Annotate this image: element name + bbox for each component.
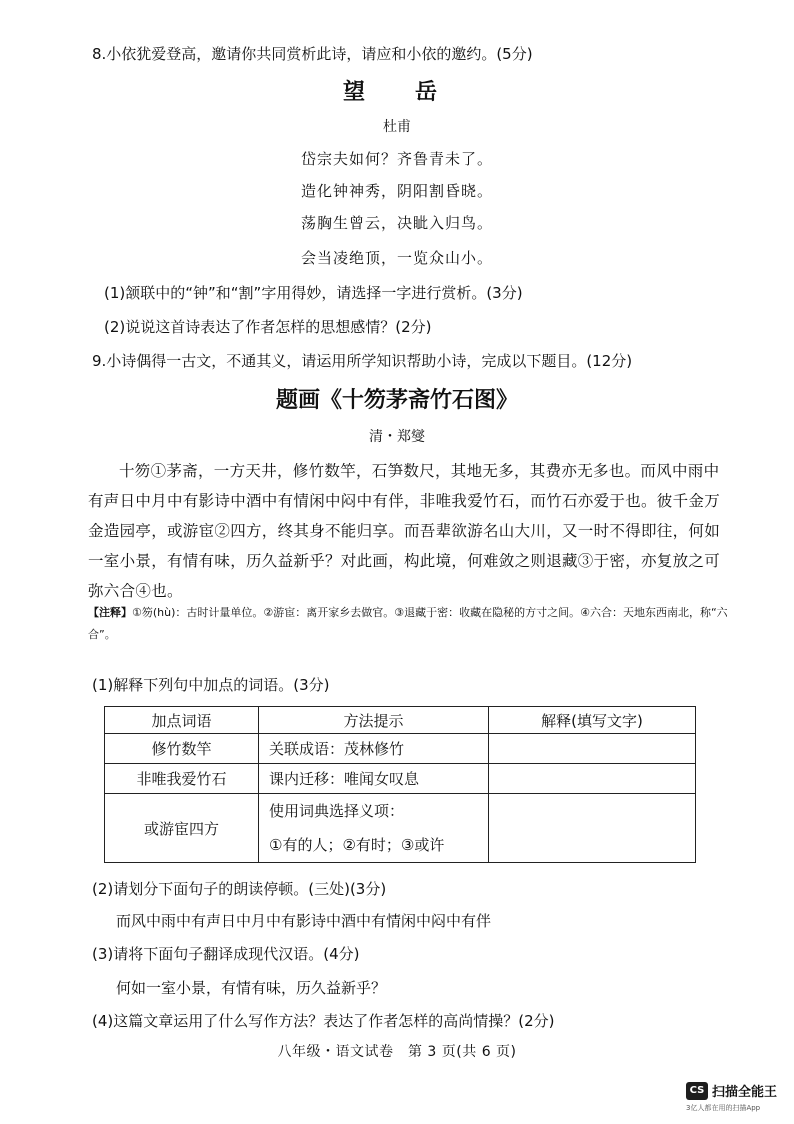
answer-cell[interactable] <box>489 764 696 794</box>
poem-line: 岱宗夫如何？齐鲁青未了。 <box>300 150 493 168</box>
watermark-name: 扫描全能王 <box>712 1085 778 1100</box>
table-cell-hint: 关联成语：茂林修竹 <box>259 734 489 764</box>
table-header: 加点词语 <box>105 707 259 734</box>
table-header: 方法提示 <box>259 707 489 734</box>
vocabulary-table <box>104 706 696 863</box>
table-row <box>105 764 696 794</box>
question-8-prompt: 8.小依犹爱登高，邀请你共同赏析此诗，请应和小依的邀约。(5分) <box>92 45 533 63</box>
hint-options: ①有的人；②有时；③或许 <box>269 836 445 854</box>
table-cell-hint: 课内迁移：唯闻女叹息 <box>259 764 489 794</box>
table-row <box>105 794 696 863</box>
poem-title: 望 岳 <box>342 80 451 105</box>
poem-line: 会当凌绝顶，一览众山小。 <box>300 249 493 267</box>
answer-cell[interactable] <box>489 794 696 863</box>
annotation-notes <box>88 602 728 646</box>
essay-title: 题画《十笏茅斋竹石图》 <box>275 388 518 413</box>
poem-author: 杜甫 <box>383 119 411 135</box>
answer-cell[interactable] <box>489 734 696 764</box>
question-9-sub2-sentence: 而风中雨中有声日中月中有影诗中酒中有情闲中闷中有伴 <box>116 912 492 930</box>
question-9-sub3: (3)请将下面句子翻译成现代汉语。(4分) <box>92 945 360 963</box>
table-header: 解释(填写文字) <box>489 707 696 734</box>
question-9-sub2: (2)请划分下面句子的朗读停顿。(三处)(3分) <box>92 880 387 898</box>
question-9-sub4: (4)这篇文章运用了什么写作方法？表达了作者怎样的高尚情操？(2分) <box>92 1012 555 1030</box>
camscanner-logo: CS <box>686 1082 708 1100</box>
question-9-sub3-sentence: 何如一室小景，有情有味，历久益新乎？ <box>116 979 387 997</box>
question-8-sub1: (1)颔联中的“钟”和“割”字用得妙，请选择一字进行赏析。(3分) <box>104 284 523 302</box>
table-row <box>105 734 696 764</box>
question-8-sub2: (2)说说这首诗表达了作者怎样的思想感情？(2分) <box>104 318 432 336</box>
annotation-text: ①笏(hù)：古时计量单位。②游宦：离开家乡去做官。③退藏于密：收藏在隐秘的方寸之间。④六合：天地东西南北，称“六合”。 <box>88 606 728 641</box>
table-header-row <box>105 707 696 734</box>
hint-line: 使用词典选择义项： <box>269 802 405 820</box>
page-footer: 八年级・语文试卷 第 3 页(共 6 页) <box>277 1044 517 1060</box>
table-cell-word: 非唯我爱竹石 <box>105 764 259 794</box>
table-cell-word: 修竹数竿 <box>105 734 259 764</box>
essay-text: 十笏①茅斋，一方天井，修竹数竿，石笋数尺，其地无多，其费亦无多也。而风中雨中有声日中月中有影诗中酒中有情闲中闷中有伴，非唯我爱竹石，而竹石亦爱于也。彼千金万金造园亭，或游宦②四方，终其身不能归享。而吾辈欲游名山大川，又一时不得即往，何如一室小景，有情有味，历久益新乎？对此画，构此境，何难敛之则退藏③于密，亦复放之可弥六合④也。 <box>88 462 721 600</box>
essay-author: 清・郑燮 <box>369 429 425 445</box>
poem-line: 造化钟神秀，阴阳割昏晓。 <box>300 182 493 200</box>
watermark-tagline: 3亿人都在用的扫描App <box>686 1104 761 1112</box>
poem-line: 荡胸生曾云，决眦入归鸟。 <box>300 214 493 232</box>
question-9-sub1: (1)解释下列句中加点的词语。(3分) <box>92 676 330 694</box>
table-cell-word: 或游宦四方 <box>105 794 259 863</box>
annotation-label: 【注释】 <box>88 606 132 619</box>
table-cell-hint <box>259 794 489 863</box>
question-9-prompt: 9.小诗偶得一古文，不通其义，请运用所学知识帮助小诗，完成以下题目。(12分) <box>92 352 633 370</box>
